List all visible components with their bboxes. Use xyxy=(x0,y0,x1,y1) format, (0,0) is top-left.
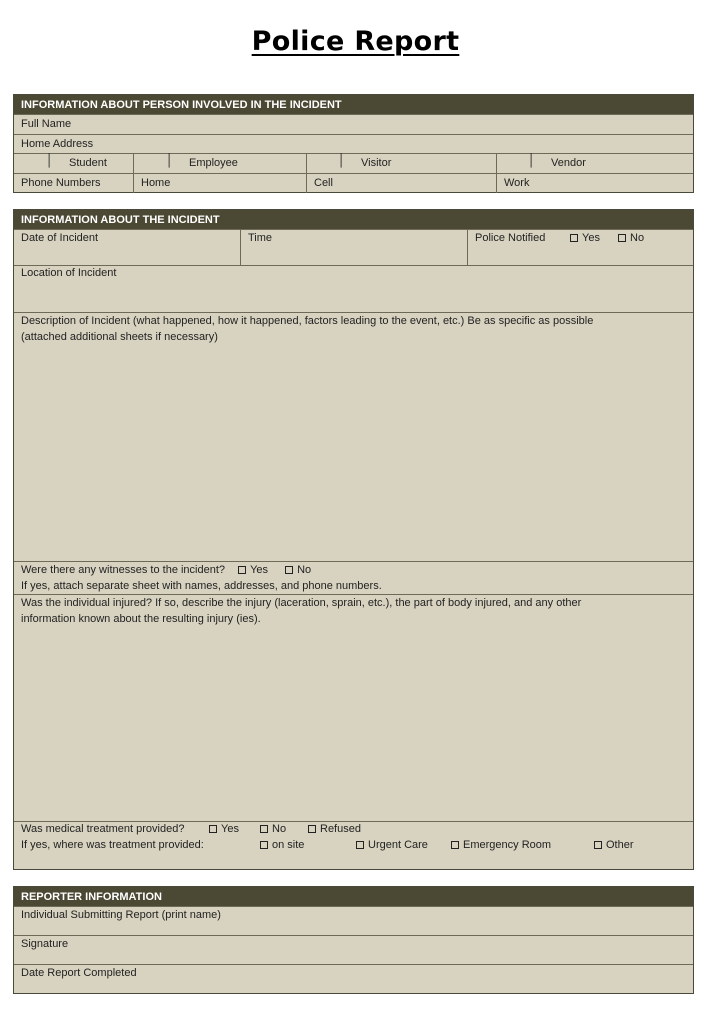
description-area[interactable] xyxy=(14,345,693,561)
checkbox-icon xyxy=(356,841,364,849)
home-phone-label: Home xyxy=(141,177,171,189)
checkbox-icon xyxy=(209,825,217,833)
police-notified-label: Police Notified xyxy=(475,232,546,244)
submitter-label: Individual Submitting Report (print name) xyxy=(21,909,221,921)
visitor-label: Visitor xyxy=(361,157,392,169)
phone-numbers-label: Phone Numbers xyxy=(21,177,101,189)
injury-line-2: information known about the resulting injury (ies). xyxy=(21,613,261,625)
treatment-other[interactable]: Other xyxy=(594,839,634,851)
time-label: Time xyxy=(248,232,273,244)
full-name-label: Full Name xyxy=(21,118,72,130)
witnesses-question: Were there any witnesses to the incident? xyxy=(21,564,226,576)
witnesses-no[interactable]: No xyxy=(285,564,311,576)
reporter-section xyxy=(13,886,694,994)
cell-phone-label: Cell xyxy=(314,177,333,189)
employee-label: Employee xyxy=(189,157,238,169)
visitor-checkbox[interactable]: │ xyxy=(338,153,346,167)
where-treatment-question: If yes, where was treatment provided: xyxy=(21,839,204,851)
medical-refused[interactable]: Refused xyxy=(308,823,361,835)
medical-question: Was medical treatment provided? xyxy=(21,823,185,835)
incident-section xyxy=(13,209,694,870)
description-line-1: Description of Incident (what happened, how it happened, factors leading to the event, etc.) Be as specific as possible xyxy=(21,315,594,327)
student-checkbox[interactable]: │ xyxy=(46,153,54,167)
date-of-incident-label: Date of Incident xyxy=(21,232,99,244)
description-line-2: (attached additional sheets if necessary) xyxy=(21,331,218,343)
work-phone-label: Work xyxy=(504,177,530,189)
date-completed-label: Date Report Completed xyxy=(21,967,137,979)
vendor-label: Vendor xyxy=(551,157,586,169)
treatment-emergency-room[interactable]: Emergency Room xyxy=(451,839,551,851)
checkbox-icon xyxy=(308,825,316,833)
police-notified-yes[interactable]: Yes xyxy=(570,232,600,244)
location-label: Location of Incident xyxy=(21,267,117,279)
checkbox-icon xyxy=(285,566,293,574)
witnesses-block xyxy=(21,562,686,594)
checkbox-icon xyxy=(260,841,268,849)
police-notified-no[interactable]: No xyxy=(618,232,644,244)
injury-prompt xyxy=(21,595,686,627)
medical-yes[interactable]: Yes xyxy=(209,823,239,835)
injury-area[interactable] xyxy=(14,628,693,821)
checkbox-icon xyxy=(594,841,602,849)
description-prompt xyxy=(21,313,686,345)
treatment-on-site[interactable]: on site xyxy=(260,839,304,851)
vendor-checkbox[interactable]: │ xyxy=(528,153,536,167)
checkbox-icon xyxy=(260,825,268,833)
signature-label: Signature xyxy=(21,938,69,950)
reporter-section-header: REPORTER INFORMATION xyxy=(14,887,693,906)
incident-section-header: INFORMATION ABOUT THE INCIDENT xyxy=(14,210,693,229)
checkbox-icon xyxy=(570,234,578,242)
injury-line-1: Was the individual injured? If so, describe the injury (laceration, sprain, etc.), the part of body injured, and any other xyxy=(21,597,582,609)
witnesses-yes[interactable]: Yes xyxy=(238,564,268,576)
page-title: Police Report xyxy=(251,26,460,57)
medical-no[interactable]: No xyxy=(260,823,286,835)
person-section xyxy=(13,94,694,193)
witnesses-note: If yes, attach separate sheet with names, addresses, and phone numbers. xyxy=(21,580,382,592)
page-title-wrap xyxy=(0,26,711,57)
checkbox-icon xyxy=(451,841,459,849)
person-section-header: INFORMATION ABOUT PERSON INVOLVED IN THE INCIDENT xyxy=(14,95,693,114)
treatment-urgent-care[interactable]: Urgent Care xyxy=(356,839,428,851)
employee-checkbox[interactable]: │ xyxy=(166,153,174,167)
checkbox-icon xyxy=(618,234,626,242)
student-label: Student xyxy=(69,157,107,169)
home-address-label: Home Address xyxy=(21,138,94,150)
checkbox-icon xyxy=(238,566,246,574)
